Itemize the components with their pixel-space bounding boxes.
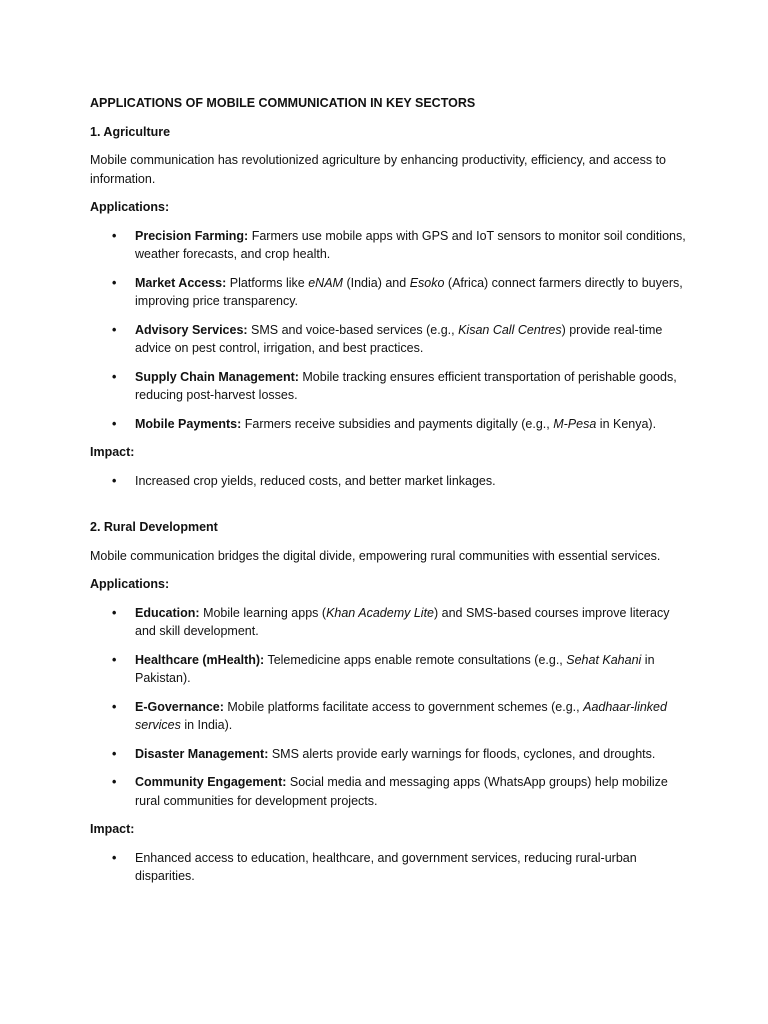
bullet-icon: • (112, 605, 117, 620)
application-text: in Pakistan). (135, 652, 655, 685)
bullet-icon: • (112, 416, 117, 431)
application-term: Supply Chain Management: (135, 369, 299, 384)
bullet-icon: • (112, 322, 117, 337)
impact-list (90, 849, 690, 886)
applications-label: Applications: (90, 200, 170, 214)
list-item (90, 773, 690, 810)
section-heading: 2. Rural Development (90, 520, 218, 534)
application-text: Mobile tracking ensures efficient transportation of perishable goods, reducing post-harvest losses. (135, 369, 677, 402)
impact-list (90, 472, 690, 491)
applications-label: Applications: (90, 577, 170, 591)
application-text: Telemedicine apps enable remote consultations (e.g., (264, 652, 567, 667)
document-page (90, 94, 690, 896)
application-text: ) provide real-time advice on pest control, irrigation, and best practices. (135, 322, 663, 355)
application-term: Education: (135, 605, 200, 620)
example-name: Kisan Call Centres (458, 322, 562, 337)
application-text: Mobile learning apps ( (199, 605, 327, 620)
application-text: in India). (180, 718, 233, 732)
impact-label: Impact: (90, 822, 135, 836)
application-term: Community Engagement: (135, 775, 287, 789)
bullet-icon: • (112, 652, 117, 667)
application-text: SMS and voice-based services (e.g., (247, 322, 459, 337)
application-text: Social media and messaging apps (WhatsApp groups) help mobilize rural communities for development projects. (135, 775, 668, 808)
example-name: Aadhaar-linked services (135, 699, 667, 732)
application-term: Market Access: (135, 275, 227, 290)
application-text: in Kenya). (596, 416, 657, 431)
application-text: SMS alerts provide early warnings for floods, cyclones, and droughts. (268, 746, 656, 761)
list-item (90, 227, 690, 264)
list-item (90, 415, 690, 434)
application-text: (Africa) connect farmers directly to buyers, improving price transparency. (135, 275, 683, 308)
example-name: Esoko (409, 275, 445, 290)
impact-label: Impact: (90, 445, 135, 459)
list-item (90, 274, 690, 311)
list-item (90, 745, 690, 764)
section-intro: Mobile communication has revolutionized agriculture by enhancing productivity, efficiency, and access to information. (90, 153, 667, 186)
example-name: Sehat Kahani (566, 652, 642, 667)
bullet-icon: • (112, 228, 117, 243)
section-heading: 1. Agriculture (90, 124, 171, 139)
applications-list (90, 227, 690, 434)
application-term: Mobile Payments: (135, 416, 242, 431)
list-item (90, 604, 690, 641)
application-text: Farmers receive subsidies and payments digitally (e.g., (241, 416, 554, 431)
list-item (90, 849, 690, 886)
application-term: E-Governance: (135, 699, 224, 714)
example-name: Khan Academy Lite (326, 605, 434, 620)
bullet-icon: • (112, 369, 117, 384)
list-item (90, 651, 690, 688)
document-title: APPLICATIONS OF MOBILE COMMUNICATION IN KEY SECTORS (90, 96, 476, 110)
bullet-icon: • (112, 699, 117, 714)
application-text: Farmers use mobile apps with GPS and IoT sensors to monitor soil conditions, weather forecasts, and crop health. (135, 228, 686, 261)
section-intro: Mobile communication bridges the digital divide, empowering rural communities with essential services. (90, 548, 661, 563)
application-term: Healthcare (mHealth): (135, 652, 265, 667)
application-text: Platforms like (226, 275, 309, 290)
application-text: ) and SMS-based courses improve literacy and skill development. (135, 605, 670, 638)
application-term: Precision Farming: (135, 228, 249, 243)
application-text: (India) and (342, 275, 410, 290)
list-item (90, 368, 690, 405)
application-term: Disaster Management: (135, 746, 269, 761)
impact-text: Enhanced access to education, healthcare, and government services, reducing rural-urban disparities. (135, 850, 637, 883)
application-text: Mobile platforms facilitate access to government schemes (e.g., (223, 699, 584, 714)
bullet-icon: • (112, 746, 117, 761)
bullet-icon: • (112, 850, 117, 865)
list-item (90, 698, 690, 735)
section-spacer (90, 500, 690, 518)
example-name: M-Pesa (553, 416, 597, 431)
application-term: Advisory Services: (135, 322, 248, 337)
bullet-icon: • (112, 275, 117, 290)
list-item (90, 472, 690, 491)
applications-list (90, 604, 690, 811)
bullet-icon: • (112, 473, 117, 488)
bullet-icon: • (112, 775, 117, 789)
impact-text: Increased crop yields, reduced costs, and better market linkages. (135, 473, 496, 488)
sections-container (90, 123, 690, 886)
list-item (90, 321, 690, 358)
example-name: eNAM (308, 275, 343, 290)
